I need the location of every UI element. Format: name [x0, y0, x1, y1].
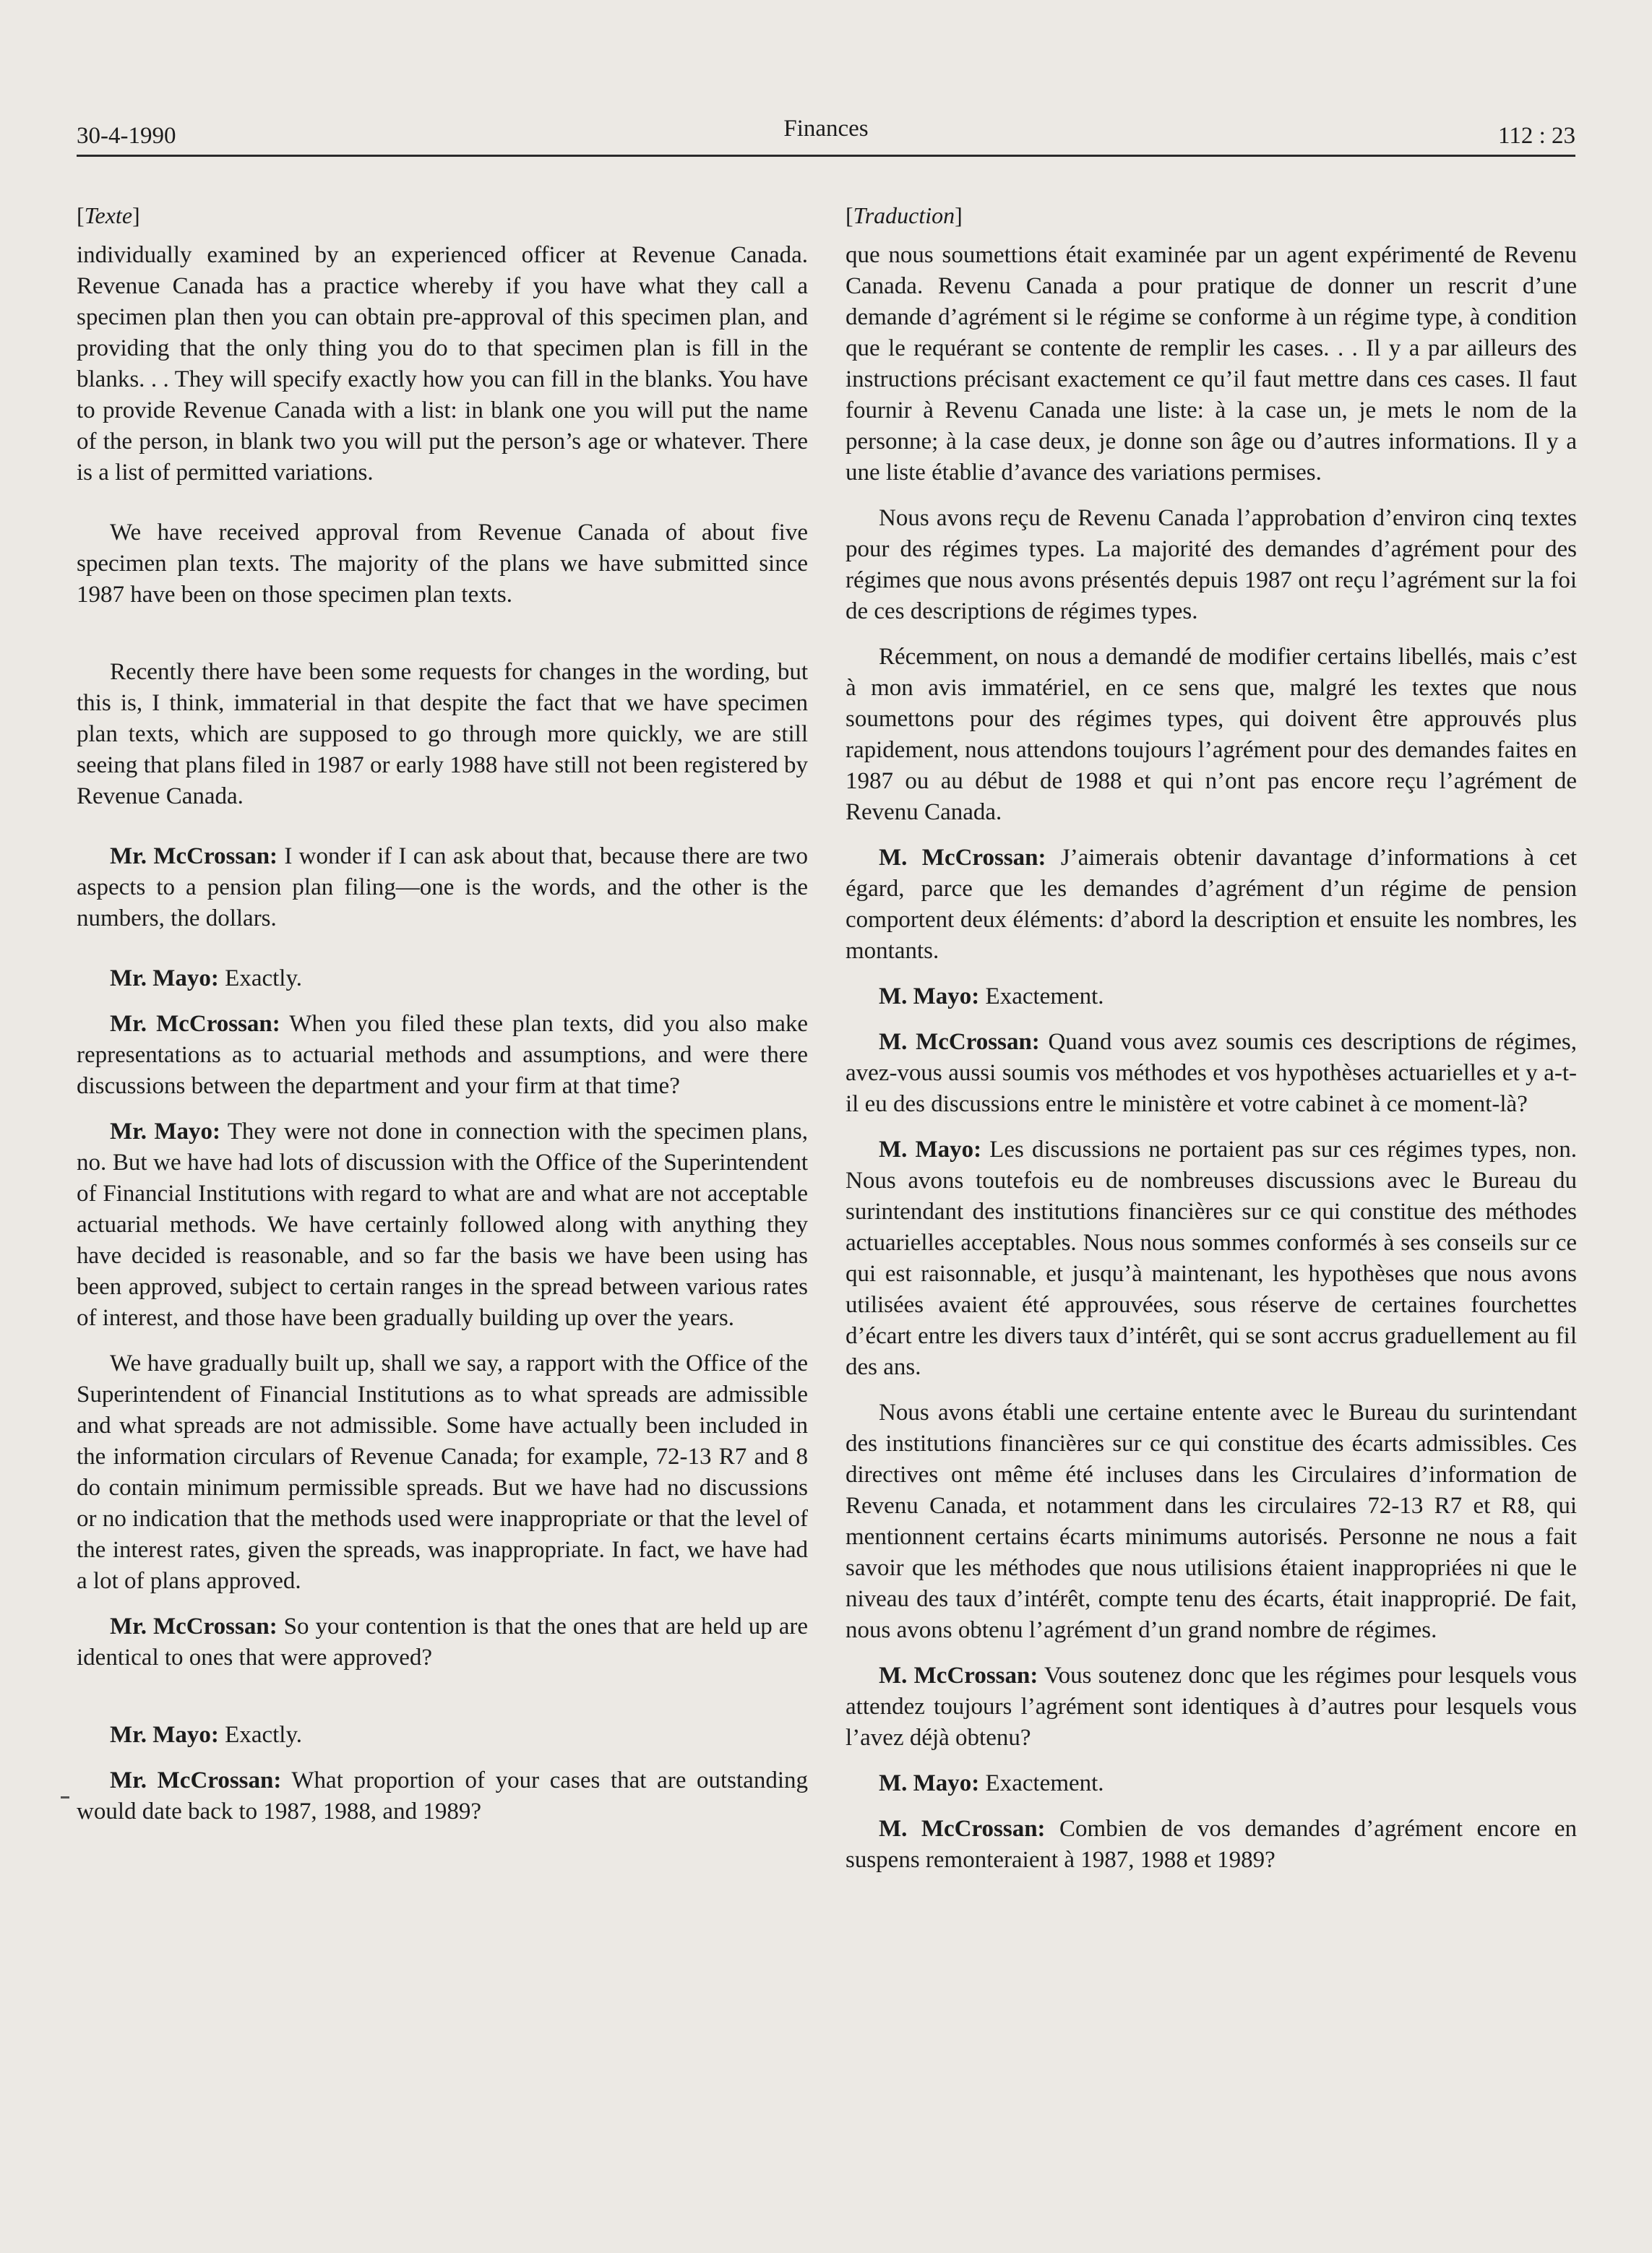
speaker-name: M. Mayo: [879, 1137, 982, 1163]
speaker-paragraph: Mr. Mayo: They were not done in connection with the specimen plans, no. But we have had lots of discussion with the Office of the Superintendent of Financial Institutions with regard to what are and what are not acceptable actuarial methods. We have certainly followed along with anything they have decided is reasonable, and so far the basis we have been using has been approved, subject to certain ranges in the spread between various rates of interest, and those have been gradually building up over the years. [77, 1119, 808, 1331]
speaker-name: Mr. Mayo: [110, 965, 219, 991]
paragraph: Nous avons établi une certaine entente avec le Bureau du surintendant des institutions financières sur ce qui constitue des écarts admissibles. Ces directives ont même été incluses dans les Circulaires d’information de Revenu Canada, et notamment dans les circulaires 72-13 R7 et R8, qui mentionnent certains écarts minimums autorisés. Personne ne nous a fait savoir que les méthodes que nous utilisions étaient inappropriées ni que le niveau des taux d’intérêt, compte tenu des écarts, était inapproprié. De fait, nous avons obtenu l’agrément d’un grand nombre de régimes. [846, 1400, 1577, 1643]
speaker-paragraph: Mr. McCrossan: What proportion of your cases that are outstanding would date back to 1987, 1988, and 1989? [77, 1767, 808, 1825]
speaker-name: M. McCrossan: [879, 845, 1046, 871]
speaker-paragraph: M. McCrossan: Quand vous avez soumis ces descriptions de régimes, avez-vous aussi soumis vos méthodes et vos hypothèses actuarielles et y a-t-il eu des discussions entre le ministère et votre cabinet à ce moment-là? [846, 1029, 1577, 1117]
speaker-name: Mr. McCrossan: [110, 1767, 282, 1793]
speaker-paragraph: Mr. McCrossan: I wonder if I can ask about that, because there are two aspects to a pension plan filing—one is the words, and the other is the numbers, the dollars. [77, 843, 809, 931]
header-title: Finances [783, 116, 869, 142]
margin-mark [61, 1796, 69, 1798]
paragraph: Récemment, on nous a demandé de modifier certains libellés, mais c’est à mon avis immatériel, en ce sens que, malgré les textes que nous soumettons pour des régimes types, qui doivent être approuvés plus rapidement, nous attendons toujours l’agrément pour des demandes faites en 1987 ou au début de 1988 et qui n’ont pas encore reçu l’agrément de Revenu Canada. [846, 644, 1577, 825]
paragraph: We have gradually built up, shall we say, a rapport with the Office of the Superintendent of Financial Institutions as to what spreads are admissible and what spreads are not admissible. Some have actually been included in the information circulars of Revenue Canada; for example, 72-13 R7 and 8 do contain minimum permissible spreads. But we have had no discussions or no indication that the methods used were inappropriate or that the level of the interest rates, given the spreads, was inappropriate. In fact, we have had a lot of plans approved. [77, 1350, 808, 1594]
speaker-name: Mr. McCrossan: [110, 1011, 280, 1037]
speaker-paragraph: Mr. McCrossan: So your contention is that the ones that are held up are identical to ones that were approved? [77, 1614, 809, 1671]
paragraph: individually examined by an experienced officer at Revenue Canada. Revenue Canada has a practice whereby if you have what they call a specimen plan then you can obtain pre-approval of this specimen plan, and providing that the only thing you do to that specimen plan is fill in the blanks. . . They will specify exactly how you can fill in the blanks. You have to provide Revenue Canada with a list: in blank one you will put the name of the person, in blank two you will put the person’s age or whatever. There is a list of permitted variations. [77, 242, 808, 486]
paragraph: We have received approval from Revenue Canada of about five specimen plan texts. The majority of the plans we have submitted since 1987 have been on those specimen plan texts. [77, 520, 808, 608]
french-column [846, 201, 1577, 1876]
speaker-name: Mr. Mayo: [110, 1722, 219, 1748]
english-column [77, 201, 808, 1827]
paragraph: Recently there have been some requests for changes in the wording, but this is, I think, immaterial in that despite the fact that we have specimen plan texts, which are supposed to go through more quickly, we are still seeing that plans filed in 1987 or early 1988 have still not been registered by Revenue Canada. [77, 659, 808, 809]
speaker-name: Mr. Mayo: [110, 1119, 220, 1145]
paragraph: que nous soumettions était examinée par un agent expérimenté de Revenu Canada. Revenu Canada a pour pratique de donner un rescrit d’une demande d’agrément si le régime se conforme à un régime type, à condition que le requérant se contente de remplir les cases. . . Il y a par ailleurs des instructions précisant exactement ce qu’il faut mettre dans ces cases. Il faut fournir à Revenu Canada une liste: à la case un, je mets le nom de la personne; à la case deux, je donne son âge ou d’autres informations. Il y a une liste établie d’avance des variations permises. [846, 242, 1577, 486]
speaker-paragraph: M. Mayo: Exactement. [879, 983, 1104, 1009]
speaker-paragraph: Mr. Mayo: Exactly. [110, 1722, 303, 1748]
paragraph: Nous avons reçu de Revenu Canada l’approbation d’environ cinq textes pour des régimes types. La majorité des demandes d’agrément pour des régimes que nous avons présentés depuis 1987 ont reçu l’agrément sur la foi de ces descriptions de régimes types. [846, 505, 1577, 624]
header-date: 30-4-1990 [77, 123, 176, 149]
speaker-name: Mr. McCrossan: [110, 1614, 278, 1640]
speaker-paragraph: M. Mayo: Les discussions ne portaient pas sur ces régimes types, non. Nous avons toutefois eu de nombreuses discussions avec le Bureau du surintendant des institutions financières sur ce qui constitue des méthodes actuarielles acceptables. Nous nous sommes conformés à ses conseils sur ce qui est raisonnable, et jusqu’à maintenant, les hypothèses que nous avons utilisées avaient été approuvées, sous réserve de certaines fourchettes d’écart entre les divers taux d’intérêt, qui se sont accrus graduellement au fil des ans. [846, 1137, 1577, 1380]
running-header [77, 114, 1575, 157]
speaker-name: Mr. McCrossan: [110, 843, 278, 869]
speaker-name: M. McCrossan: [879, 1029, 1040, 1055]
english-column-label: [Texte] [77, 202, 140, 228]
speaker-paragraph: Mr. McCrossan: When you filed these plan texts, did you also make representations as to actuarial methods and assumptions, and were there discussions between the department and your firm at that time? [77, 1011, 809, 1099]
speaker-name: M. McCrossan: [879, 1816, 1046, 1842]
speaker-paragraph: M. McCrossan: Combien de vos demandes d’agrément encore en suspens remonteraient à 1987, 1988 et 1989? [846, 1816, 1577, 1873]
french-column-label: [Traduction] [846, 202, 963, 228]
speaker-name: M. Mayo: [879, 1770, 980, 1796]
speaker-paragraph: M. McCrossan: J’aimerais obtenir davantage d’informations à cet égard, parce que les demandes d’agrément d’un régime de pension comportent deux éléments: d’abord la description et ensuite les nombres, les montants. [846, 845, 1577, 964]
speaker-name: M. McCrossan: [879, 1663, 1038, 1689]
speaker-paragraph: Mr. Mayo: Exactly. [110, 965, 303, 991]
speaker-paragraph: M. Mayo: Exactement. [879, 1770, 1104, 1796]
speaker-name: M. Mayo: [879, 983, 980, 1009]
header-page-number: 112 : 23 [1498, 123, 1575, 149]
speaker-paragraph: M. McCrossan: Vous soutenez donc que les régimes pour lesquels vous attendez toujours l’agrément sont identiques à d’autres pour lesquels vous l’avez déjà obtenu? [846, 1663, 1578, 1751]
